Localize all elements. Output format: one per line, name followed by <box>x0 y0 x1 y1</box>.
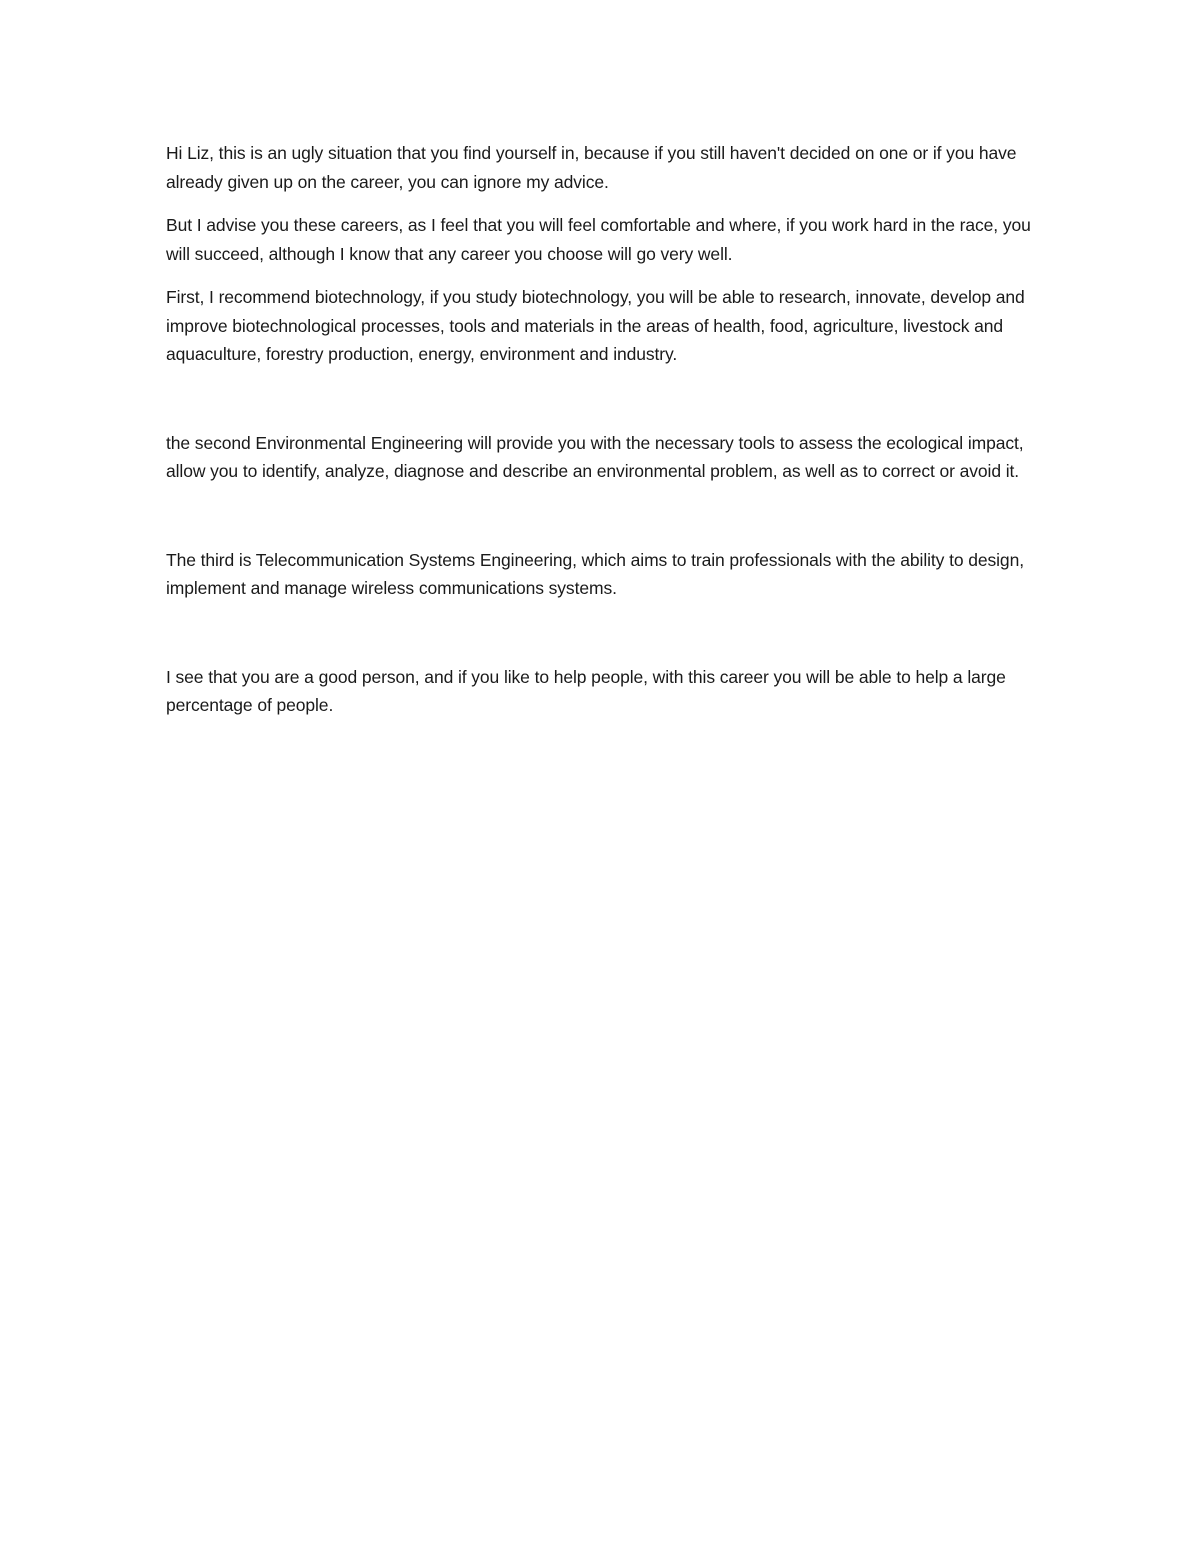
paragraph-environmental-engineering: the second Environmental Engineering will provide you with the necessary tools to assess the ecological impact, allow you to identify, analyze, diagnose and describe an environmental problem, as well as to correct or avoid it. <box>166 432 1024 481</box>
document-body <box>166 139 1041 720</box>
paragraph-biotechnology: First, I recommend biotechnology, if you study biotechnology, you will be able to research, innovate, develop and improve biotechnological processes, tools and materials in the areas of health, food, agriculture, livestock and aquaculture, forestry production, energy, environment and industry. <box>166 287 1025 364</box>
paragraph-closing: I see that you are a good person, and if you like to help people, with this career you will be able to help a large percentage of people. <box>166 666 1006 715</box>
paragraph-advice-intro: But I advise you these careers, as I feel that you will feel comfortable and where, if you work hard in the race, you will succeed, although I know that any career you choose will go very well. <box>166 215 1031 264</box>
paragraph-telecommunication-engineering: The third is Telecommunication Systems Engineering, which aims to train professionals with the ability to design, implement and manage wireless communications systems. <box>166 549 1024 598</box>
paragraph-greeting: Hi Liz, this is an ugly situation that you find yourself in, because if you still haven't decided on one or if you have already given up on the career, you can ignore my advice. <box>166 143 1017 192</box>
